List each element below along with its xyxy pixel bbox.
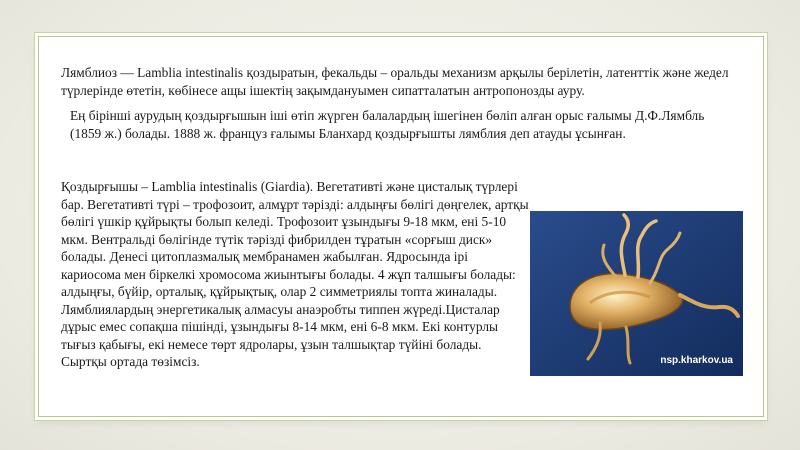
giardia-illustration	[530, 211, 743, 376]
giardia-micrograph	[530, 211, 743, 376]
paragraph-pathogen: Қоздырғышы – Lamblia intestinalis (Giardia). Вегетативті және цисталық түрлері бар. Вегетативті түрі – трофозоит, алмұрт тәрізді: алдыңғы бөлігі дөңгелек, артқы бөлігі үшкір құйрықты болып келеді. Трофозоит ұзындығы 9-18 мкм, ені 5-10 мкм. Вентральді бөлігінде түтік тәрізді фибрилден тұратын «сорғыш диск» болады. Денесі цитоплазмалық мембранамен жабылған. Ядросында ірі кариосома мен біркелкі хромосома жиынтығы болады. 4 жұп талшығы болады: алдыңғы, бүйір, орталық, құйрықтық, олар 2 симметриялы топта жиналады. Лямблиялардың энергетикалық алмасуы анаэробты типпен жүреді.Цисталар дұрыс емес сопақша пішінді, ұзындығы 8-14 мкм, ені 6-8 мкм. Екі контурлы тығыз қабығы, екі немесе төрт ядролары, ұзын талшықтар түйіні болады. Сыртқы ортада төзімсіз.	[61, 179, 529, 369]
paragraph-definition: Лямблиоз — Lamblia intestinalis қоздыратын, фекальды – оральды механизм арқылы берілетін, латенттік және жедел түрлерінде өтетін, көбінесе ащы ішектің зақымдануымен сипатталатын антропонозды ауру.	[61, 65, 729, 98]
paragraph-history: Ең бірінші аурудың қоздырғышын іші өтіп жүрген балалардың ішегінен бөліп алған орыс ғалымы Д.Ф.Лямбль (1859 ж.) болады. 1888 ж. француз ғалымы Бланхард қоздырғышты лямблия деп атауды ұсынған.	[70, 108, 705, 141]
photo-credit: nsp.kharkov.ua	[660, 355, 733, 366]
